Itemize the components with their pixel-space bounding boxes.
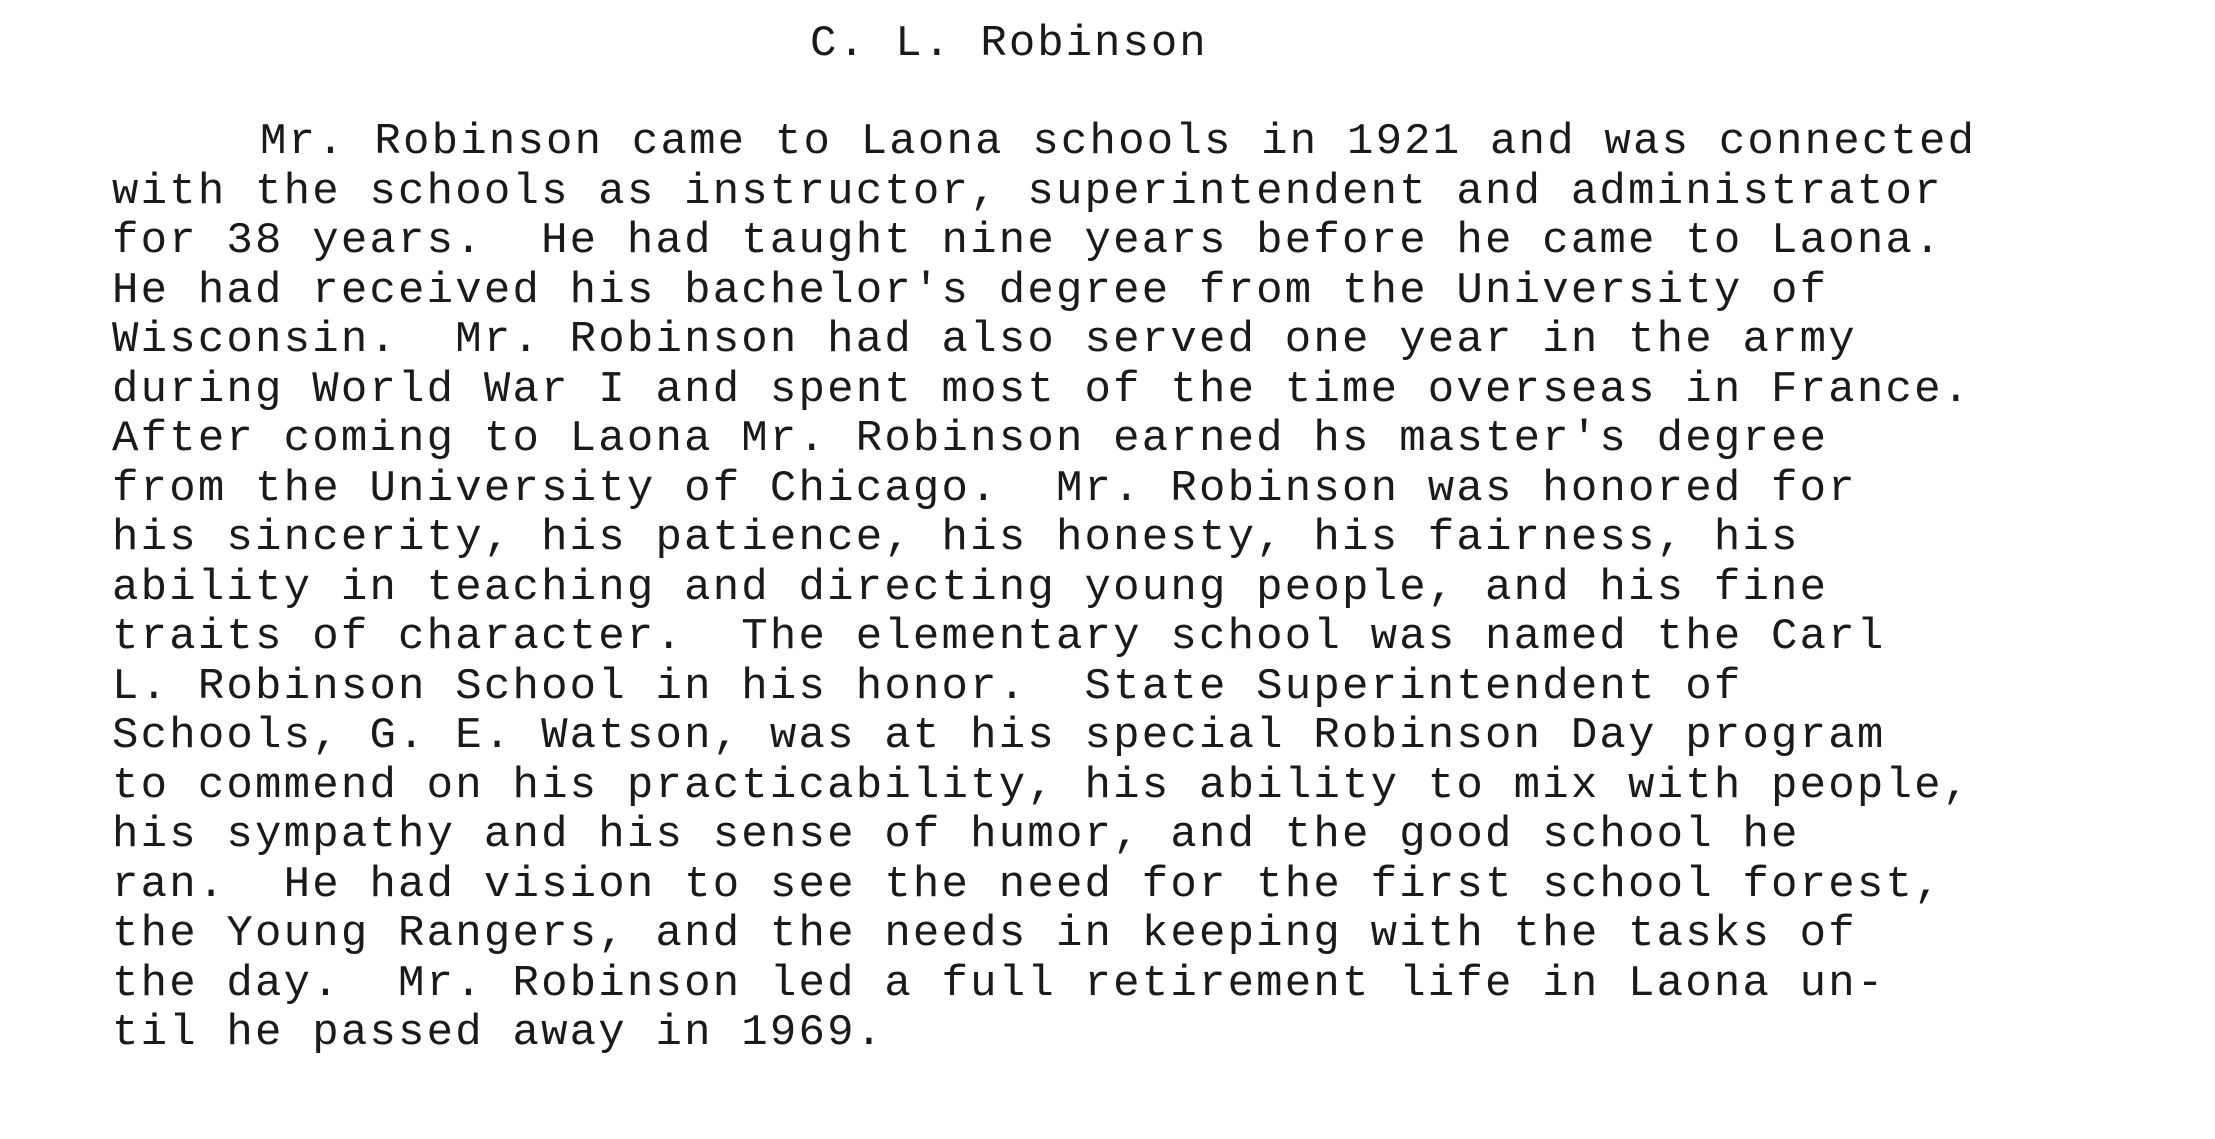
text-line: for 38 years. He had taught nine years before he came to Laona.	[112, 216, 1943, 266]
text-line: to commend on his practicability, his ability to mix with people,	[112, 760, 1972, 811]
text-line: ran. He had vision to see the need for the first school forest,	[112, 859, 1943, 910]
text-line: After coming to Laona Mr. Robinson earned hs master's degree	[112, 414, 1829, 464]
text-line: during World War I and spent most of the time overseas in France.	[112, 364, 1972, 415]
text-line: Mr. Robinson came to Laona schools in 1921 and was connected	[260, 117, 1977, 167]
text-line: He had received his bachelor's degree from the University of	[112, 265, 1829, 316]
text-line: traits of character. The elementary school was named the Carl	[112, 612, 1886, 662]
text-line: Schools, G. E. Watson, was at his special Robinson Day program	[112, 711, 1886, 761]
text-line: the day. Mr. Robinson led a full retirement life in Laona un-	[112, 958, 1886, 1009]
body-paragraph	[112, 118, 2172, 1059]
text-line: the Young Rangers, and the needs in keeping with the tasks of	[112, 909, 1857, 959]
text-line: his sympathy and his sense of humor, and the good school he	[112, 810, 1800, 860]
text-line: ability in teaching and directing young people, and his fine	[112, 562, 1829, 613]
text-line: from the University of Chicago. Mr. Robinson was honored for	[112, 463, 1857, 514]
page-title: C. L. Robinson	[810, 19, 1208, 69]
text-line: Wisconsin. Mr. Robinson had also served one year in the army	[112, 315, 1857, 365]
text-line: til he passed away in 1969.	[112, 1008, 885, 1058]
text-line: with the schools as instructor, superintendent and administrator	[112, 166, 1943, 217]
text-line: L. Robinson School in his honor. State Superintendent of	[112, 661, 1743, 712]
text-line: his sincerity, his patience, his honesty, his fairness, his	[112, 513, 1800, 563]
